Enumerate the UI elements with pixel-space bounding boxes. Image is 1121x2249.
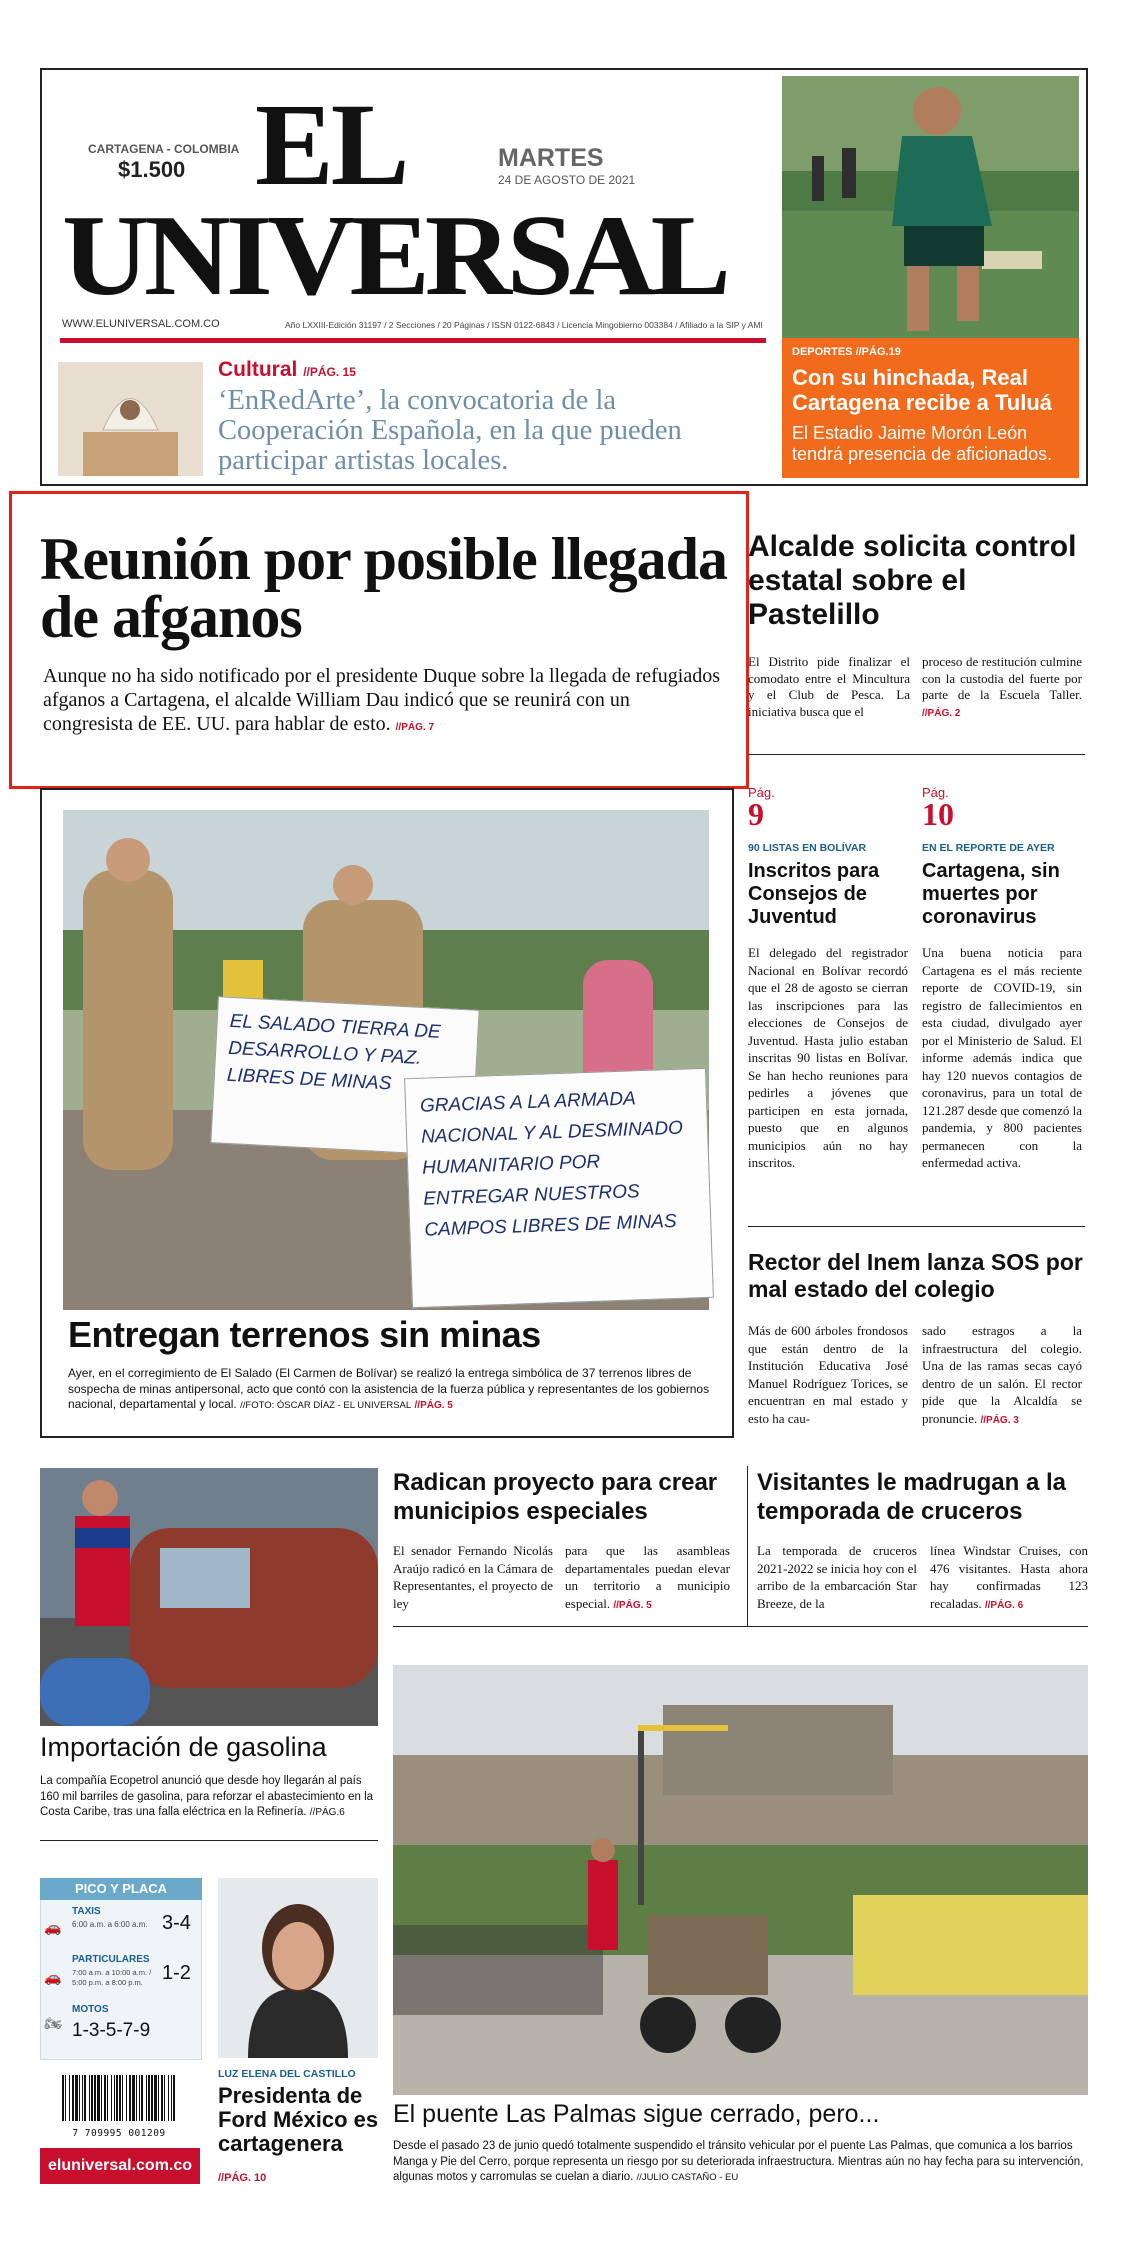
barcode-bar [62,2075,64,2121]
barcode-bar [97,2075,100,2121]
barcode-bar [79,2075,80,2121]
cultural-section-label: Cultural [218,358,298,381]
barcode-bar [146,2075,147,2121]
barcode-number: 7 709995 001209 [72,2128,166,2139]
cultural-art-photo [58,362,203,476]
alcalde-page[interactable]: //PÁG. 2 [922,707,961,719]
alcalde-col2-text: proceso de restitución culmine con la custodia del fuerte por parte de la Escuela Taller. [922,654,1082,702]
barcode-bar [89,2075,90,2121]
barcode-bar [139,2075,140,2121]
page10-headline[interactable]: Cartagena, sin muertes por coronavirus [922,860,1060,928]
barcode-bar [84,2075,86,2121]
ford-kicker: LUZ ELENA DEL CASTILLO [218,2068,356,2080]
page9-headline[interactable]: Inscritos para Consejos de Juventud [748,860,880,928]
lead-body-text: Aunque no ha sido notificado por el presidente Duque sobre la llegada de refugiados afganos a Cartagena, el alcalde William Dau indicó que se reunirá con un congresista de EE. UU. para hablar de esto. [43,665,721,735]
alcalde-headline[interactable]: Alcalde solicita control estatal sobre el Pastelillo [748,530,1077,631]
minas-caption-text: Ayer, en el corregimiento de El Salado (El Carmen de Bolívar) se realizó la entrega simbólica de 37 terrenos libres de sospecha de minas antipersonal, acto que contó con la asistencia de la fuerza pública y representantes de los gobiernos nacional, departamental y local. [68,1366,710,1411]
page10-pag-label: Pág. [922,785,949,800]
barcode-bar [173,2075,175,2121]
barcode-bar [114,2075,115,2121]
barcode-bar [126,2075,127,2121]
soccer-photo-art [782,76,1079,338]
barcode-bar [107,2075,108,2121]
masthead-city: CARTAGENA - COLOMBIA [88,142,240,156]
footer-website[interactable]: eluniversal.com.co [47,2157,193,2174]
cruceros-col1: La temporada de cruceros 2021-2022 se inicia hoy con el arribo de la embarcación Star Breeze, de la [757,1543,917,1611]
gasolina-body-text: La compañía Ecopetrol anunció que desde hoy llegarán al país 160 mil barriles de gasolina, para reforzar el abastecimiento en la Costa Caribe, tras una falla eléctrica en la Refinería. [40,1775,374,1818]
gasolina-page[interactable]: //PÁG.6 [309,1807,345,1818]
alcalde-col2 [922,654,1082,722]
alcalde-col1: El Distrito pide finalizar el comodato entre el Mincultura y el Club de Pesca. La iniciativa busca que el [748,654,910,719]
cruceros-page[interactable]: //PÁG. 6 [984,1599,1024,1611]
puente-credit: //JULIO CASTAÑO - EU [636,2172,739,2183]
pico-placa-particulares-hours: 7:00 a.m. a 10:00 a.m. / 5:00 p.m. a 8:00 p.m. [72,1968,152,1987]
pico-placa-row-motos [42,2002,200,2054]
gasolina-headline[interactable]: Importación de gasolina [40,1732,327,1762]
puente-headline[interactable]: El puente Las Palmas sigue cerrado, pero... [393,2100,880,2128]
minas-caption [68,1366,714,1414]
masthead-price: $1.500 [118,157,186,182]
barcode-bar [119,2075,121,2121]
barcode-bar [171,2075,172,2121]
pico-placa-taxis-label: TAXIS [72,1906,101,1917]
pico-placa-taxis-hours: 6:00 a.m. a 6:00 a.m. [72,1920,148,1929]
inem-col1: Más de 600 árboles frondosos que están dentro de la Institución Educativa José Manuel Rodríguez Torices, se encuentran en mal estado y esto ha cau- [748,1323,908,1426]
barcode-bar [104,2075,106,2121]
municipios-col2-text: para que las asambleas departamentales puedan elevar un territorio a municipio especial. [565,1543,730,1611]
cultural-art-illustration [58,362,203,476]
pico-placa-particulares-label: PARTICULARES [72,1954,150,1965]
masthead-website[interactable]: WWW.ELUNIVERSAL.COM.CO [62,318,220,330]
pico-placa-taxis-value: 3-4 [162,1912,191,1934]
barcode-bar [72,2075,74,2121]
barcode-bar [116,2075,118,2121]
puente-photo-art [393,1665,1088,2095]
cruceros-divider [393,1626,1088,1627]
ford-portrait-art [218,1878,378,2058]
puente-caption-text: Desde el pasado 23 de junio quedó totalmente suspendido el tránsito vehicular por el puente Las Palmas, que comunica a los barrios Manga y Pie del Cerro, porque representa un riesgo por su deteriorada infraestructura. Mientras aún no hay fecha para su intervención, algunas motos y carromulas se cuelan a diario. [393,2140,1084,2183]
ford-page[interactable]: //PÁG. 10 [218,2172,267,2184]
inem-headline[interactable]: Rector del Inem lanza SOS por mal estado del colegio [748,1249,1083,1302]
cultural-page: //PÁG. 15 [303,365,356,379]
barcode-bar [158,2075,159,2121]
deportes-section: DEPORTES //PÁG.19 [792,346,901,358]
barcode-bar [75,2075,78,2121]
puente-caption [393,2139,1088,2186]
barcode-bar [136,2075,137,2121]
puente-photo [393,1665,1088,2095]
pico-placa-row-taxis [42,1902,200,1950]
barcode-bar [111,2075,112,2121]
cruceros-col2-text: línea Windstar Cruises, con 476 visitantes. Hasta ahora hay confirmadas 123 recaladas. [930,1543,1088,1611]
pico-placa-particulares-value: 1-2 [162,1962,191,1984]
pico-placa-title: PICO Y PLACA [40,1878,202,1900]
municipios-col2 [565,1542,730,1614]
barcode-bar [141,2075,143,2121]
barcode-lines [60,2075,178,2123]
page10-kicker: EN EL REPORTE DE AYER [922,842,1055,854]
municipios-page[interactable]: //PÁG. 5 [613,1599,652,1611]
col-divider-mid [747,1466,748,1626]
sign-gracias [404,1068,714,1308]
masthead-name-line2: UNIVERSAL [62,192,726,320]
barcode [60,2075,178,2139]
page9-pag-num[interactable]: 9 [748,796,764,832]
page9-kicker: 90 LISTAS EN BOLÍVAR [748,842,867,854]
barcode-bar [129,2075,131,2121]
barcode-bar [91,2075,93,2121]
barcode-bar [122,2075,123,2121]
gasolina-photo [40,1468,378,1726]
gasolina-divider [40,1840,378,1841]
soccer-player-photo [782,76,1079,338]
barcode-bar [168,2075,169,2121]
ford-headline[interactable]: Presidenta de Ford México es cartagenera [218,2083,379,2156]
municipios-col1: El senador Fernando Nicolás Araújo radicó en la Cámara de Representantes, el proyecto de ley [393,1543,553,1611]
car-icon: 🚗 [44,1971,62,1986]
page9-pag-label: Pág. [748,785,775,800]
cruceros-col2 [930,1542,1088,1614]
lead-headline[interactable]: Reunión por posible llegada de afganos [40,526,728,650]
sign-el-salado-text: EL SALADO TIERRA DE DESARROLLO Y PAZ. LIBRES DE MINAS [226,1010,442,1095]
pico-placa-motos-value: 1-3-5-7-9 [72,2020,151,2041]
masthead-name-line1: EL [255,79,407,210]
barcode-bar [82,2075,83,2121]
barcode-bar [101,2075,102,2121]
barcode-bar [161,2075,163,2121]
inem-col2 [922,1322,1082,1429]
masthead-day: MARTES [498,144,604,172]
motorcycle-icon: 🏍 [44,2017,62,2032]
municipios-headline[interactable]: Radican proyecto para crear municipios especiales [393,1469,718,1525]
page10-pag-num[interactable]: 10 [922,796,954,832]
barcode-bar [65,2075,66,2121]
minas-credit: //FOTO: ÓSCAR DÍAZ - EL UNIVERSAL [240,1400,412,1411]
gasolina-photo-art [40,1468,378,1726]
deportes-headline[interactable]: Con su hinchada, Real Cartagena recibe a Tuluá [792,365,1053,415]
minas-headline[interactable]: Entregan terrenos sin minas [68,1314,541,1355]
footer-website-badge[interactable] [40,2148,200,2184]
inem-col2-text: sado estragos a la infraestructura del colegio. Una de las ramas secas cayó dentro de un salón. El rector pide que la Alcaldía se pronuncie. [922,1323,1082,1426]
barcode-bar [164,2075,165,2121]
page9-body: El delegado del registrador Nacional en Bolívar recordó que el 28 de agosto se cierran las inscripciones para las elecciones de Consejos de Juventud. Hasta julio estaban inscritas 90 listas en Bolívar. Se han hecho reuniones para pedirles a jóvenes que participen en esta jornada, puesto que en algunos municipios aún no hay inscritos. [748,945,908,1170]
pico-placa-motos-label: MOTOS [72,2004,109,2015]
sign-gracias-text: GRACIAS A LA ARMADA NACIONAL Y AL DESMINADO HUMANITARIO POR ENTREGAR NUESTROS CAMPOS LIBRES DE MINAS [419,1088,684,1241]
lead-body [43,664,723,740]
gasolina-body [40,1774,378,1821]
page10-body: Una buena noticia para Cartagena es el más reciente reporte de COVID-19, sin registro de fallecimientos en esta ciudad, divulgado ayer por el Ministerio de Salud. El informe además indica que hay 120 nuevos contagios de coronavirus, para un total de 121.287 desde que comenzó la pandemia, y 800 pacientes permanecen con la enfermedad activa. [922,945,1082,1170]
barcode-bar [94,2075,96,2121]
lead-page[interactable]: //PÁG. 7 [395,722,435,733]
masthead-date: 24 DE AGOSTO DE 2021 [498,173,636,187]
cultural-section [218,358,356,382]
ford-portrait-photo [218,1878,378,2058]
masthead-edition-info: Año LXXIII-Edición 31197 / 2 Secciones / 20 Páginas / ISSN 0122-6843 / Licencia Mingobierno 003384 / Afiliado a la SIP y AMI [285,320,763,330]
inem-page[interactable]: //PÁG. 3 [980,1414,1019,1426]
cultural-headline[interactable]: ‘EnRedArte’, la convocatoria de la Cooperación Española, en la que pueden participar artistas locales. [218,385,682,476]
masthead-red-rule [60,338,766,343]
barcode-bar [151,2075,153,2121]
cruceros-headline[interactable]: Visitantes le madrugan a la temporada de cruceros [757,1469,1067,1525]
barcode-bar [69,2075,70,2121]
barcode-bar [132,2075,135,2121]
briefs-divider [748,1226,1085,1227]
barcode-bar [148,2075,150,2121]
alcalde-divider [748,754,1085,755]
deportes-sub: El Estadio Jaime Morón León tendrá presencia de aficionados. [792,423,1053,464]
minas-page[interactable]: //PÁG. 5 [414,1400,453,1411]
barcode-bar [154,2075,157,2121]
car-icon: 🚗 [44,1921,62,1936]
pico-placa-row-particulares [42,1952,200,2000]
